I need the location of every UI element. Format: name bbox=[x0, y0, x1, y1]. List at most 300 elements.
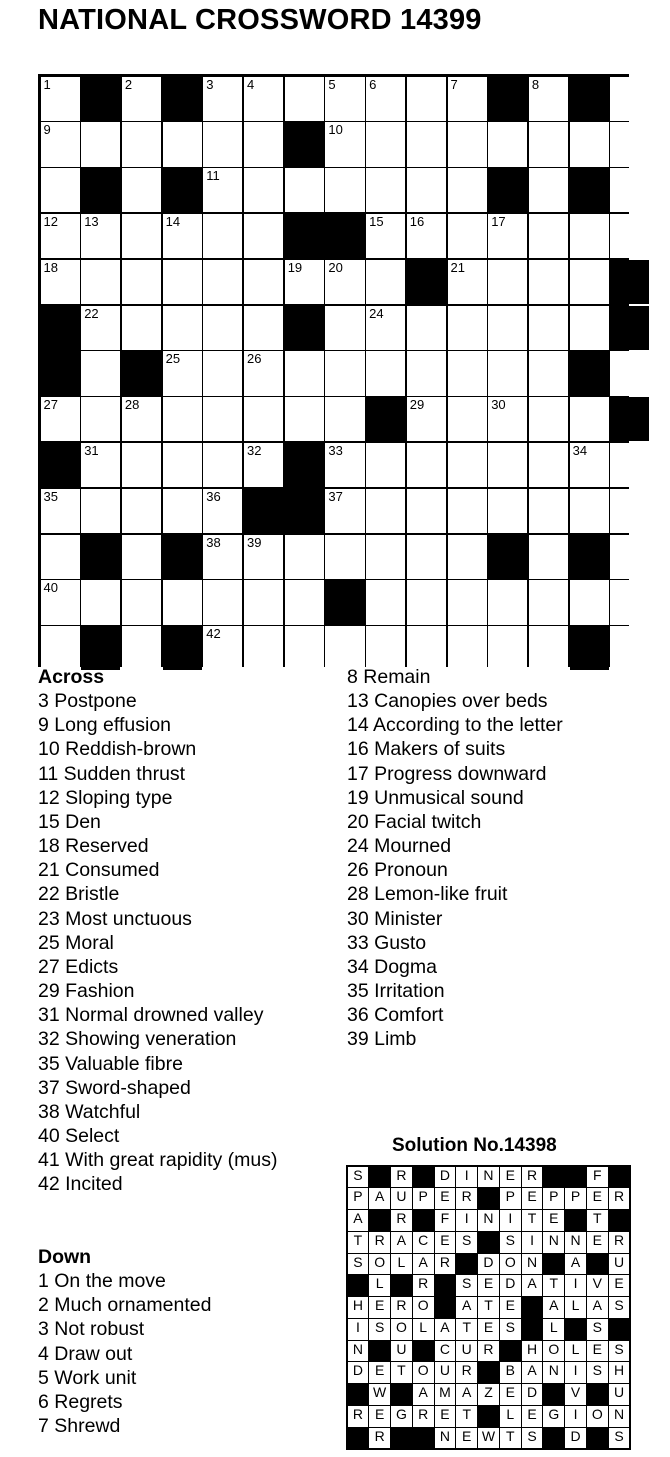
grid-cell[interactable] bbox=[41, 77, 80, 121]
grid-cell[interactable] bbox=[244, 168, 283, 212]
solution-cell: P bbox=[565, 1188, 586, 1209]
grid-cell[interactable] bbox=[448, 77, 487, 121]
grid-cell[interactable] bbox=[244, 626, 283, 670]
grid-cell[interactable] bbox=[81, 489, 120, 533]
grid-cell[interactable] bbox=[529, 168, 568, 212]
across-clue: 27 Edicts bbox=[38, 955, 119, 978]
clue-number: 12 bbox=[43, 213, 58, 229]
grid-cell[interactable] bbox=[244, 535, 283, 579]
grid-cell[interactable] bbox=[81, 260, 120, 304]
solution-block bbox=[348, 1275, 369, 1296]
solution-cell: N bbox=[435, 1428, 456, 1449]
solution-cell: V bbox=[587, 1275, 608, 1296]
grid-cell[interactable] bbox=[529, 351, 568, 395]
grid-cell[interactable] bbox=[529, 626, 568, 670]
clue-number: 14 bbox=[165, 213, 181, 229]
grid-cell[interactable] bbox=[570, 306, 609, 350]
grid-cell[interactable] bbox=[366, 535, 405, 579]
across-clue: 22 Bristle bbox=[38, 883, 120, 906]
grid-cell[interactable] bbox=[529, 260, 568, 304]
solution-cell: S bbox=[348, 1167, 369, 1188]
clue-number: 13 bbox=[84, 213, 99, 229]
down-clue: 26 Pronoun bbox=[347, 859, 448, 882]
grid-cell[interactable] bbox=[610, 580, 649, 624]
grid-cell[interactable] bbox=[448, 351, 487, 395]
grid-cell[interactable] bbox=[244, 397, 283, 441]
solution-cell: A bbox=[456, 1297, 477, 1318]
grid-cell[interactable] bbox=[41, 214, 80, 258]
grid-cell[interactable] bbox=[488, 122, 527, 166]
grid-cell[interactable] bbox=[488, 214, 527, 258]
down-clue: 5 Work unit bbox=[38, 1366, 137, 1389]
solution-cell: N bbox=[478, 1167, 499, 1188]
grid-cell[interactable] bbox=[529, 306, 568, 350]
grid-cell[interactable] bbox=[366, 306, 405, 350]
grid-block bbox=[285, 122, 324, 166]
solution-cell: L bbox=[543, 1319, 564, 1340]
solution-cell: T bbox=[348, 1232, 369, 1253]
grid-cell[interactable] bbox=[448, 214, 487, 258]
grid-cell[interactable] bbox=[610, 626, 649, 670]
grid-cell[interactable] bbox=[529, 397, 568, 441]
grid-cell[interactable] bbox=[285, 77, 324, 121]
solution-cell: T bbox=[587, 1210, 608, 1231]
grid-cell[interactable] bbox=[41, 580, 80, 624]
across-clue: 31 Normal drowned valley bbox=[38, 1004, 264, 1027]
grid-cell[interactable] bbox=[610, 77, 649, 121]
grid-cell[interactable] bbox=[325, 306, 364, 350]
clue-number: 6 bbox=[369, 76, 377, 92]
grid-cell[interactable] bbox=[163, 397, 202, 441]
solution-cell: E bbox=[435, 1406, 456, 1427]
grid-cell[interactable] bbox=[529, 443, 568, 487]
grid-cell[interactable] bbox=[448, 168, 487, 212]
solution-block bbox=[478, 1232, 499, 1253]
grid-cell[interactable] bbox=[244, 580, 283, 624]
grid-cell[interactable] bbox=[81, 443, 120, 487]
solution-cell: C bbox=[413, 1232, 434, 1253]
grid-cell[interactable] bbox=[407, 77, 446, 121]
grid-cell[interactable] bbox=[325, 260, 364, 304]
grid-cell[interactable] bbox=[244, 443, 283, 487]
grid-cell[interactable] bbox=[244, 77, 283, 121]
grid-cell[interactable] bbox=[488, 626, 527, 670]
grid-cell[interactable] bbox=[203, 351, 242, 395]
grid-cell[interactable] bbox=[448, 122, 487, 166]
solution-block bbox=[609, 1167, 630, 1188]
solution-cell: T bbox=[456, 1319, 477, 1340]
grid-cell[interactable] bbox=[163, 260, 202, 304]
grid-cell[interactable] bbox=[203, 77, 242, 121]
grid-block bbox=[610, 306, 649, 350]
grid-cell[interactable] bbox=[448, 397, 487, 441]
solution-cell: E bbox=[478, 1275, 499, 1296]
clue-number: 8 bbox=[531, 76, 540, 92]
clue-number: 16 bbox=[409, 213, 425, 229]
grid-cell[interactable] bbox=[407, 580, 446, 624]
grid-block bbox=[407, 260, 446, 304]
grid-cell[interactable] bbox=[41, 260, 80, 304]
solution-cell: S bbox=[587, 1362, 608, 1383]
solution-block bbox=[435, 1275, 456, 1296]
clue-number: 2 bbox=[124, 76, 133, 92]
solution-cell: E bbox=[609, 1275, 630, 1296]
grid-block bbox=[81, 168, 120, 212]
solution-block bbox=[369, 1210, 390, 1231]
grid-cell[interactable] bbox=[122, 214, 161, 258]
solution-cell: S bbox=[500, 1232, 521, 1253]
grid-cell[interactable] bbox=[325, 351, 364, 395]
grid-cell[interactable] bbox=[610, 122, 649, 166]
solution-cell: R bbox=[391, 1210, 412, 1231]
grid-cell[interactable] bbox=[610, 443, 649, 487]
down-clue: 16 Makers of suits bbox=[347, 738, 506, 761]
grid-cell[interactable] bbox=[285, 397, 324, 441]
clue-number: 20 bbox=[328, 259, 343, 275]
grid-cell[interactable] bbox=[570, 397, 609, 441]
grid-cell[interactable] bbox=[163, 214, 202, 258]
grid-cell[interactable] bbox=[488, 260, 527, 304]
grid-cell[interactable] bbox=[448, 626, 487, 670]
grid-cell[interactable] bbox=[448, 306, 487, 350]
clue-number: 28 bbox=[124, 397, 140, 413]
grid-cell[interactable] bbox=[122, 306, 161, 350]
down-clue: 33 Gusto bbox=[347, 931, 427, 954]
grid-cell[interactable] bbox=[203, 306, 242, 350]
grid-cell[interactable] bbox=[366, 214, 405, 258]
solution-block bbox=[413, 1341, 434, 1362]
solution-cell: R bbox=[369, 1232, 390, 1253]
solution-block bbox=[391, 1275, 412, 1296]
grid-block bbox=[325, 214, 364, 258]
grid-cell[interactable] bbox=[41, 535, 80, 579]
grid-cell[interactable] bbox=[81, 351, 120, 395]
grid-cell[interactable] bbox=[203, 443, 242, 487]
grid-cell[interactable] bbox=[366, 443, 405, 487]
solution-cell: E bbox=[500, 1384, 521, 1405]
grid-cell[interactable] bbox=[407, 122, 446, 166]
grid-cell[interactable] bbox=[81, 306, 120, 350]
grid-cell[interactable] bbox=[448, 260, 487, 304]
grid-cell[interactable] bbox=[203, 397, 242, 441]
grid-cell[interactable] bbox=[41, 626, 80, 670]
grid-block bbox=[81, 77, 120, 121]
grid-cell[interactable] bbox=[163, 122, 202, 166]
solution-cell: T bbox=[456, 1406, 477, 1427]
grid-cell[interactable] bbox=[570, 214, 609, 258]
solution-cell: U bbox=[391, 1188, 412, 1209]
grid-cell[interactable] bbox=[488, 306, 527, 350]
grid-cell[interactable] bbox=[122, 443, 161, 487]
clue-number: 25 bbox=[165, 351, 181, 367]
grid-cell[interactable] bbox=[529, 122, 568, 166]
solution-cell: U bbox=[456, 1341, 477, 1362]
grid-cell[interactable] bbox=[366, 351, 405, 395]
solution-cell: A bbox=[565, 1254, 586, 1275]
grid-cell[interactable] bbox=[122, 168, 161, 212]
grid-cell[interactable] bbox=[610, 535, 649, 579]
grid-cell[interactable] bbox=[529, 535, 568, 579]
grid-cell[interactable] bbox=[448, 580, 487, 624]
grid-cell[interactable] bbox=[325, 443, 364, 487]
grid-cell[interactable] bbox=[407, 489, 446, 533]
down-clue: 17 Progress downward bbox=[347, 762, 547, 785]
solution-cell: W bbox=[478, 1428, 499, 1449]
grid-cell[interactable] bbox=[325, 626, 364, 670]
solution-block bbox=[456, 1254, 477, 1275]
solution-cell: R bbox=[456, 1188, 477, 1209]
grid-cell[interactable] bbox=[81, 214, 120, 258]
grid-cell[interactable] bbox=[41, 122, 80, 166]
grid-cell[interactable] bbox=[41, 489, 80, 533]
grid-cell[interactable] bbox=[163, 306, 202, 350]
grid-cell[interactable] bbox=[41, 168, 80, 212]
solution-block bbox=[587, 1384, 608, 1405]
grid-cell[interactable] bbox=[366, 122, 405, 166]
grid-cell[interactable] bbox=[244, 122, 283, 166]
solution-cell: I bbox=[522, 1232, 543, 1253]
grid-cell[interactable] bbox=[407, 626, 446, 670]
across-clue: 10 Reddish-brown bbox=[38, 738, 197, 761]
grid-cell[interactable] bbox=[244, 214, 283, 258]
grid-cell[interactable] bbox=[407, 306, 446, 350]
down-clue: 7 Shrewd bbox=[38, 1415, 121, 1438]
solution-cell: E bbox=[435, 1232, 456, 1253]
solution-cell: G bbox=[391, 1406, 412, 1427]
grid-cell[interactable] bbox=[122, 535, 161, 579]
grid-cell[interactable] bbox=[610, 489, 649, 533]
solution-cell: W bbox=[369, 1384, 390, 1405]
grid-cell[interactable] bbox=[203, 260, 242, 304]
grid-cell[interactable] bbox=[203, 580, 242, 624]
solution-block bbox=[413, 1210, 434, 1231]
grid-cell[interactable] bbox=[325, 535, 364, 579]
solution-block bbox=[435, 1297, 456, 1318]
grid-cell[interactable] bbox=[448, 489, 487, 533]
grid-cell[interactable] bbox=[529, 580, 568, 624]
solution-title: Solution No.14398 bbox=[392, 1135, 557, 1156]
solution-cell: R bbox=[413, 1406, 434, 1427]
clue-number: 23 bbox=[287, 305, 303, 321]
grid-cell[interactable] bbox=[122, 397, 161, 441]
solution-cell: B bbox=[500, 1362, 521, 1383]
solution-cell: U bbox=[609, 1384, 630, 1405]
solution-cell: H bbox=[609, 1362, 630, 1383]
grid-cell[interactable] bbox=[407, 214, 446, 258]
grid-cell[interactable] bbox=[285, 260, 324, 304]
grid-cell[interactable] bbox=[203, 489, 242, 533]
solution-cell: S bbox=[609, 1428, 630, 1449]
solution-cell: D bbox=[478, 1254, 499, 1275]
solution-cell: A bbox=[587, 1297, 608, 1318]
grid-block bbox=[41, 351, 80, 395]
grid-cell[interactable] bbox=[163, 580, 202, 624]
solution-block bbox=[500, 1341, 521, 1362]
grid-cell[interactable] bbox=[285, 626, 324, 670]
solution-cell: A bbox=[456, 1384, 477, 1405]
grid-cell[interactable] bbox=[122, 580, 161, 624]
solution-cell: O bbox=[413, 1297, 434, 1318]
solution-cell: A bbox=[413, 1384, 434, 1405]
solution-cell: G bbox=[543, 1406, 564, 1427]
solution-cell: E bbox=[543, 1210, 564, 1231]
across-clue: 35 Valuable fibre bbox=[38, 1052, 183, 1075]
grid-cell[interactable] bbox=[366, 168, 405, 212]
grid-block bbox=[570, 535, 609, 579]
grid-cell[interactable] bbox=[203, 214, 242, 258]
clue-number: 9 bbox=[43, 122, 51, 138]
grid-cell[interactable] bbox=[570, 122, 609, 166]
clue-number: 29 bbox=[409, 397, 425, 413]
grid-cell[interactable] bbox=[325, 77, 364, 121]
grid-cell[interactable] bbox=[325, 489, 364, 533]
solution-cell: I bbox=[456, 1210, 477, 1231]
grid-cell[interactable] bbox=[203, 168, 242, 212]
grid-block bbox=[81, 535, 120, 579]
grid-cell[interactable] bbox=[244, 260, 283, 304]
grid-cell[interactable] bbox=[529, 489, 568, 533]
grid-cell[interactable] bbox=[41, 397, 80, 441]
solution-cell: I bbox=[456, 1167, 477, 1188]
solution-block bbox=[369, 1341, 390, 1362]
solution-cell: E bbox=[369, 1362, 390, 1383]
solution-cell: C bbox=[435, 1341, 456, 1362]
grid-block bbox=[41, 443, 80, 487]
clue-number: 36 bbox=[206, 488, 221, 504]
solution-cell: D bbox=[522, 1384, 543, 1405]
grid-cell[interactable] bbox=[244, 351, 283, 395]
solution-block bbox=[369, 1167, 390, 1188]
solution-cell: R bbox=[609, 1232, 630, 1253]
solution-cell: S bbox=[500, 1319, 521, 1340]
grid-cell[interactable] bbox=[448, 443, 487, 487]
grid-block bbox=[285, 214, 324, 258]
solution-cell: A bbox=[391, 1232, 412, 1253]
grid-cell[interactable] bbox=[529, 77, 568, 121]
solution-cell: Z bbox=[478, 1384, 499, 1405]
solution-cell: U bbox=[435, 1362, 456, 1383]
solution-cell: R bbox=[348, 1406, 369, 1427]
grid-cell[interactable] bbox=[285, 580, 324, 624]
grid-cell[interactable] bbox=[488, 443, 527, 487]
grid-cell[interactable] bbox=[570, 580, 609, 624]
solution-cell: R bbox=[435, 1254, 456, 1275]
solution-cell: R bbox=[413, 1275, 434, 1296]
solution-cell: S bbox=[609, 1297, 630, 1318]
clue-number: 19 bbox=[287, 259, 303, 275]
solution-cell: L bbox=[565, 1297, 586, 1318]
solution-cell: S bbox=[456, 1275, 477, 1296]
grid-block bbox=[610, 260, 649, 304]
grid-cell[interactable] bbox=[366, 489, 405, 533]
solution-block bbox=[565, 1319, 586, 1340]
down-clue: 8 Remain bbox=[347, 666, 431, 688]
grid-cell[interactable] bbox=[203, 626, 242, 670]
clue-number: 7 bbox=[450, 76, 458, 92]
across-clue: 41 With great rapidity (mus) bbox=[38, 1149, 278, 1172]
solution-grid bbox=[346, 1165, 631, 1450]
solution-cell: N bbox=[348, 1341, 369, 1362]
grid-cell[interactable] bbox=[529, 214, 568, 258]
grid-cell[interactable] bbox=[488, 351, 527, 395]
grid-cell[interactable] bbox=[570, 260, 609, 304]
grid-cell[interactable] bbox=[163, 489, 202, 533]
grid-cell[interactable] bbox=[81, 580, 120, 624]
solution-cell: E bbox=[369, 1297, 390, 1318]
clue-number: 34 bbox=[572, 442, 588, 458]
grid-cell[interactable] bbox=[203, 535, 242, 579]
grid-cell[interactable] bbox=[325, 168, 364, 212]
solution-cell: L bbox=[500, 1406, 521, 1427]
grid-cell[interactable] bbox=[570, 443, 609, 487]
solution-cell: A bbox=[348, 1210, 369, 1231]
grid-cell[interactable] bbox=[122, 77, 161, 121]
grid-cell[interactable] bbox=[325, 397, 364, 441]
grid-cell[interactable] bbox=[488, 397, 527, 441]
clue-number: 21 bbox=[450, 259, 465, 275]
grid-cell[interactable] bbox=[488, 489, 527, 533]
grid-cell[interactable] bbox=[285, 535, 324, 579]
solution-cell: S bbox=[348, 1254, 369, 1275]
grid-cell[interactable] bbox=[163, 351, 202, 395]
down-heading: Down bbox=[38, 1246, 92, 1268]
solution-block bbox=[391, 1428, 412, 1449]
grid-cell[interactable] bbox=[610, 351, 649, 395]
grid-cell[interactable] bbox=[407, 443, 446, 487]
solution-cell: P bbox=[348, 1188, 369, 1209]
grid-cell[interactable] bbox=[407, 535, 446, 579]
grid-cell[interactable] bbox=[81, 122, 120, 166]
grid-cell[interactable] bbox=[285, 351, 324, 395]
solution-block bbox=[609, 1319, 630, 1340]
clue-number: 41 bbox=[328, 580, 343, 596]
grid-cell[interactable] bbox=[407, 397, 446, 441]
down-clue: 14 According to the letter bbox=[347, 714, 563, 737]
grid-cell[interactable] bbox=[407, 168, 446, 212]
grid-cell[interactable] bbox=[122, 122, 161, 166]
grid-cell[interactable] bbox=[570, 489, 609, 533]
solution-block bbox=[543, 1428, 564, 1449]
clue-number: 1 bbox=[43, 76, 51, 92]
grid-cell[interactable] bbox=[448, 535, 487, 579]
grid-cell[interactable] bbox=[325, 122, 364, 166]
grid-cell[interactable] bbox=[366, 626, 405, 670]
solution-cell: O bbox=[391, 1319, 412, 1340]
across-clue: 23 Most unctuous bbox=[38, 907, 192, 930]
grid-cell[interactable] bbox=[285, 168, 324, 212]
solution-cell: U bbox=[609, 1254, 630, 1275]
grid-cell[interactable] bbox=[122, 489, 161, 533]
grid-cell[interactable] bbox=[488, 580, 527, 624]
solution-cell: E bbox=[478, 1319, 499, 1340]
grid-cell[interactable] bbox=[203, 122, 242, 166]
grid-cell[interactable] bbox=[122, 260, 161, 304]
grid-cell[interactable] bbox=[366, 580, 405, 624]
solution-cell: M bbox=[435, 1384, 456, 1405]
grid-cell[interactable] bbox=[407, 351, 446, 395]
clue-number: 32 bbox=[247, 442, 262, 458]
grid-cell[interactable] bbox=[366, 77, 405, 121]
grid-cell[interactable] bbox=[122, 626, 161, 670]
down-clue: 6 Regrets bbox=[38, 1390, 123, 1413]
grid-cell[interactable] bbox=[610, 214, 649, 258]
grid-cell[interactable] bbox=[610, 168, 649, 212]
solution-cell: L bbox=[413, 1319, 434, 1340]
grid-cell[interactable] bbox=[81, 397, 120, 441]
grid-cell[interactable] bbox=[163, 443, 202, 487]
grid-cell[interactable] bbox=[244, 306, 283, 350]
grid-cell[interactable] bbox=[366, 260, 405, 304]
